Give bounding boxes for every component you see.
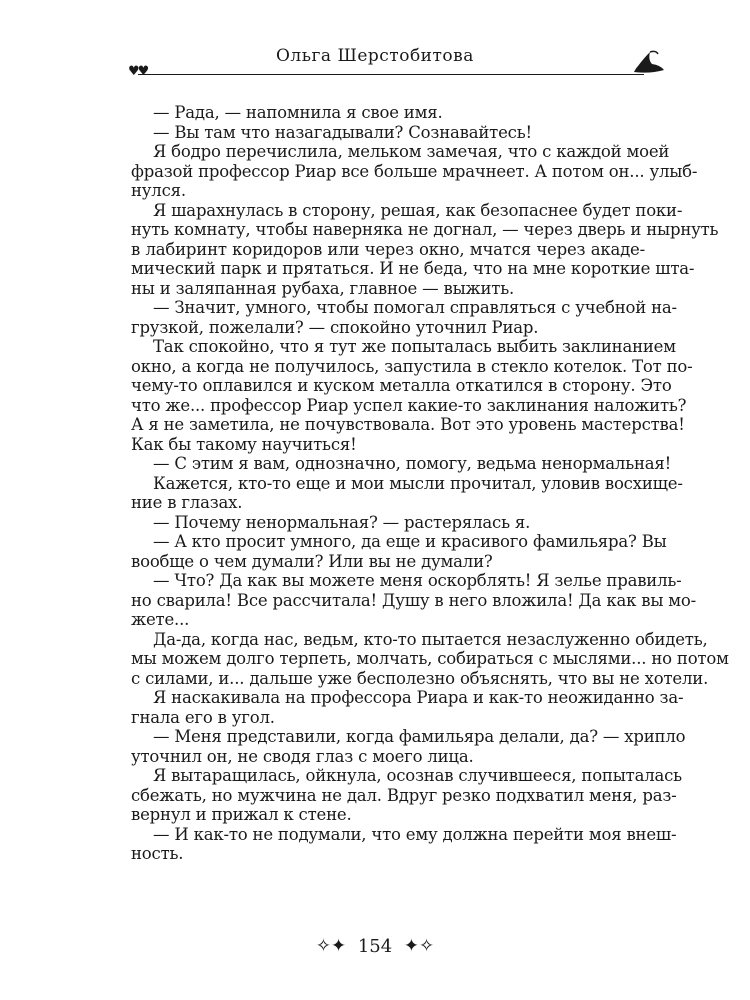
paragraph <box>131 298 677 337</box>
sparkle-ornament-icon: ✦✧ <box>403 935 435 957</box>
header-rule <box>138 74 644 75</box>
paragraph <box>131 123 645 143</box>
paragraph <box>131 824 677 864</box>
text-line: но сварила! Все рассчитала! Душу в него вложила! Да как вы мо- <box>131 590 697 610</box>
paragraph <box>131 103 645 123</box>
paragraph <box>131 688 684 727</box>
text-line: Я шарахнулась в сторону, решая, как безопаснее будет поки- <box>153 200 683 220</box>
text-line: мы можем долго терпеть, молчать, собираться с мыслями... но потом <box>131 649 729 668</box>
paragraph <box>131 473 683 513</box>
hearts-icon: ♥♥ <box>128 64 148 79</box>
page-body-text <box>131 103 729 864</box>
sparkle-ornament-icon: ✧✦ <box>315 935 347 957</box>
paragraph <box>131 571 697 630</box>
text-line: вернул и прижал к стене. <box>131 805 352 824</box>
text-line: Я бодро перечислила, мельком замечая, что с каждой моей <box>153 142 670 161</box>
text-line: Да-да, когда нас, ведьм, кто-то пытается незаслуженно обидеть, <box>153 629 708 649</box>
text-line: мический парк и прятаться. И не беда, что на мне короткие шта- <box>131 259 695 278</box>
text-line: ность. <box>131 844 184 863</box>
paragraph <box>131 142 698 201</box>
text-line: фразой профессор Риар все больше мрачнеет. А потом он... улыб- <box>131 161 698 181</box>
text-line: гнала его в угол. <box>131 707 275 727</box>
text-line: ние в глазах. <box>131 493 243 512</box>
text-line: Как бы такому научиться! <box>131 434 357 454</box>
witch-hat-icon <box>630 48 666 84</box>
text-line: — А кто просит умного, да еще и красивого фамильяра? Вы <box>153 532 667 551</box>
author-name: Ольга Шерстобитова <box>276 46 474 66</box>
page-footer <box>0 935 750 957</box>
text-line: чему-то оплавился и куском металла откатился в сторону. Это <box>131 376 672 395</box>
text-line: А я не заметила, не почувствовала. Вот это уровень мастерства! <box>131 415 685 434</box>
text-line: Кажется, кто-то еще и мои мысли прочитал, уловив восхище- <box>153 473 683 493</box>
text-line: — Почему ненормальная? — растерялась я. <box>153 512 531 532</box>
paragraph <box>131 337 693 454</box>
text-line: Так спокойно, что я тут же попыталась выбить заклинанием <box>153 337 676 356</box>
text-line: что же... профессор Риар успел какие-то заклинания наложить? <box>131 395 687 415</box>
page-number: 154 <box>357 935 393 957</box>
text-line: в лабиринт коридоров или через окно, мчатся через акаде- <box>131 239 645 259</box>
text-line: нулся. <box>131 181 186 200</box>
text-line: — С этим я вам, однозначно, помогу, ведьма ненормальная! <box>153 454 672 473</box>
text-line: окно, а когда не получилось, запустила в стекло котелок. Тот по- <box>131 356 693 376</box>
text-line: уточнил он, не сводя глаз с моего лица. <box>131 746 474 766</box>
text-line: — Вы там что назагадывали? Сознавайтесь! <box>153 122 532 142</box>
text-line: — Что? Да как вы можете меня оскорблять! Я зелье правиль- <box>153 571 682 590</box>
text-line: нуть комнату, чтобы наверняка не догнал, — через дверь и нырнуть <box>131 220 719 239</box>
paragraph <box>131 513 645 533</box>
text-line: жете... <box>131 610 190 629</box>
text-line: ны и заляпанная рубаха, главное — выжить. <box>131 278 515 298</box>
text-line: грузкой, пожелали? — спокойно уточнил Риар. <box>131 317 539 337</box>
text-line: — Рада, — напомнила я свое имя. <box>153 103 443 122</box>
text-line: — И как-то не подумали, что ему должна перейти моя внеш- <box>153 824 677 844</box>
running-header <box>128 40 666 86</box>
text-line: с силами, и... дальше уже бесполезно объяснять, что вы не хотели. <box>131 668 709 688</box>
text-line: вообще о чем думали? Или вы не думали? <box>131 551 493 571</box>
paragraph <box>131 629 729 689</box>
paragraph <box>131 200 719 299</box>
paragraph <box>131 727 686 766</box>
text-line: Я наскакивала на профессора Риара и как-то неожиданно за- <box>153 688 684 707</box>
text-line: — Меня представили, когда фамильяра делали, да? — хрипло <box>153 727 686 746</box>
paragraph <box>131 532 667 571</box>
text-line: — Значит, умного, чтобы помогал справляться с учебной на- <box>153 298 677 317</box>
paragraph <box>131 454 672 474</box>
text-line: сбежать, но мужчина не дал. Вдруг резко подхватил меня, раз- <box>131 785 677 805</box>
text-line: Я вытаращилась, ойкнула, осознав случившееся, попыталась <box>153 766 682 785</box>
paragraph <box>131 766 682 825</box>
